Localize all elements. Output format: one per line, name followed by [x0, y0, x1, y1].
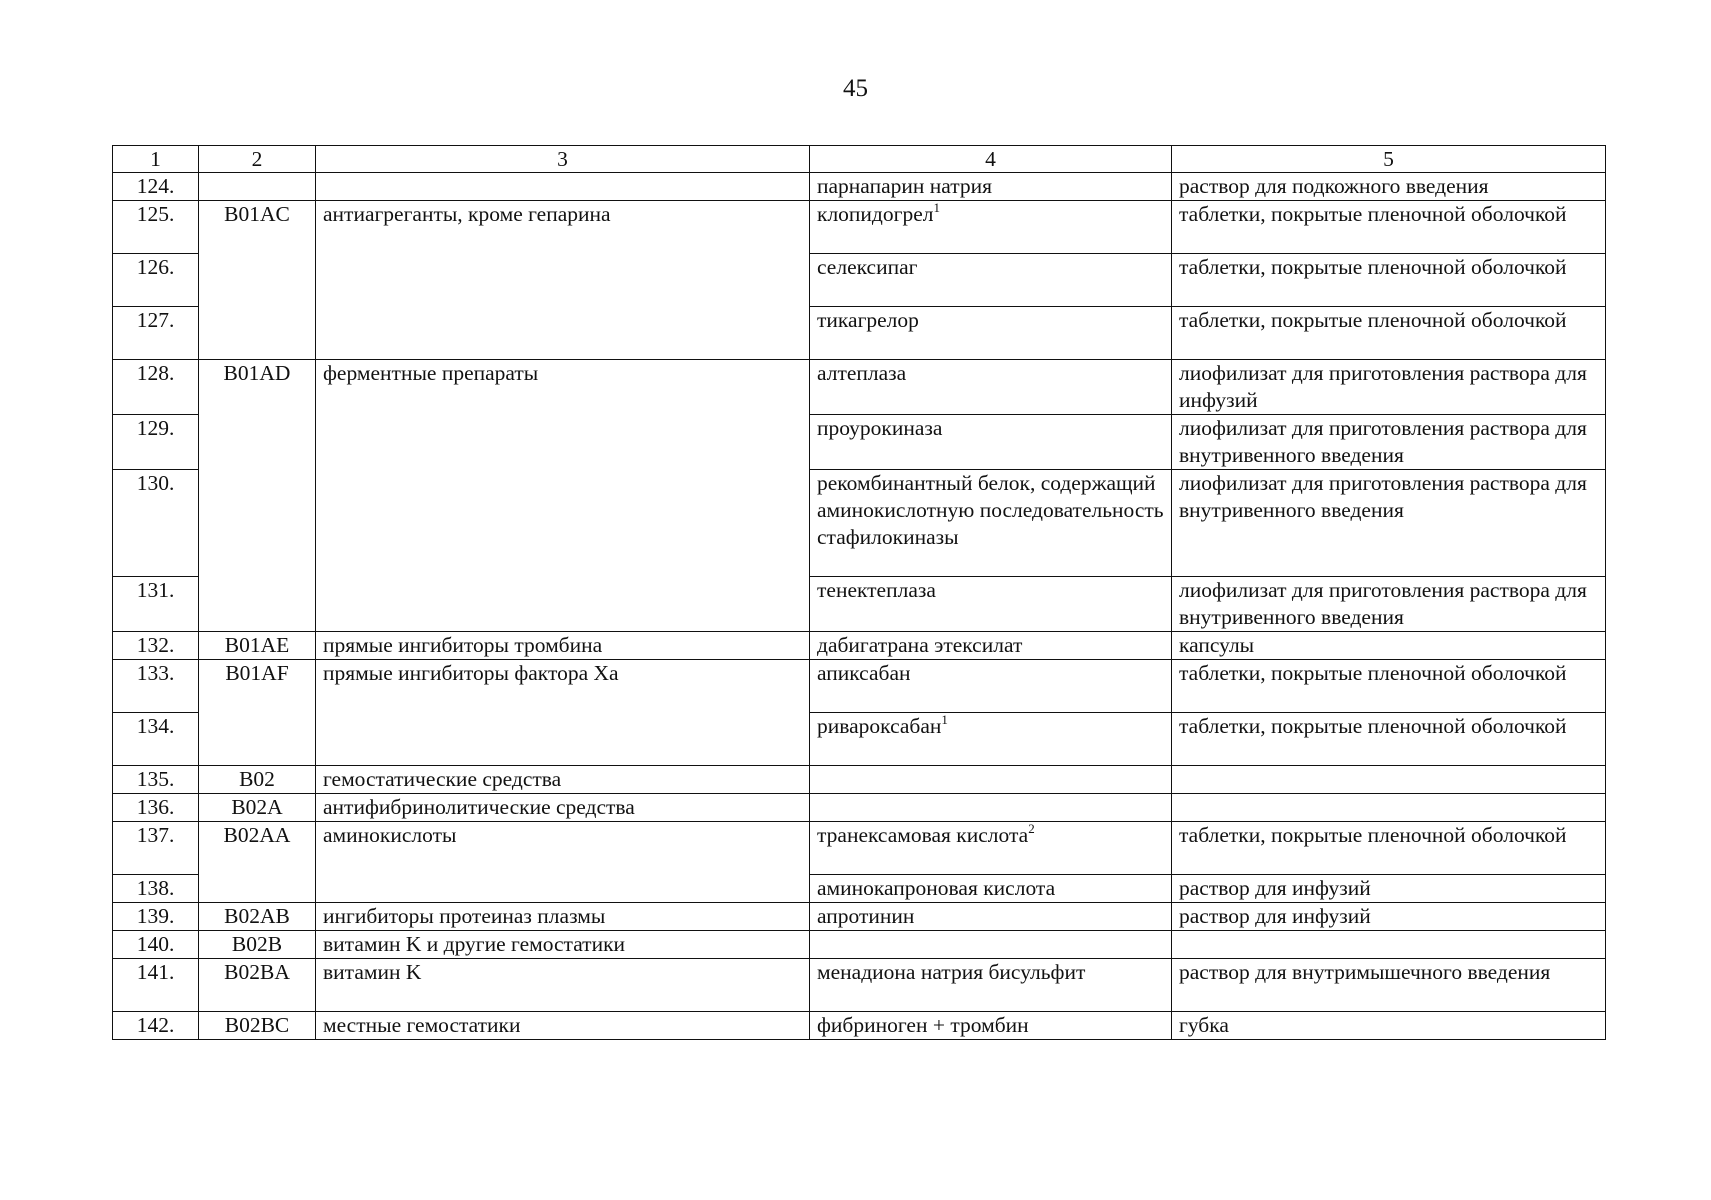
substance-cell	[810, 903, 1172, 931]
atc-code: B01AD	[199, 360, 316, 632]
table-row	[113, 959, 1606, 1012]
substance-cell	[810, 1012, 1172, 1040]
column-header: 2	[199, 146, 316, 173]
page-number: 45	[843, 75, 868, 102]
substance-cell	[810, 360, 1172, 415]
dosage-form: лиофилизат для приготовления раствора для внутривенного введения	[1172, 577, 1606, 632]
substance-cell	[810, 794, 1172, 822]
substance-name: рекомбинантный белок, содержащий аминокислотную последовательность стафилокиназы	[817, 471, 1164, 549]
atc-group-name: антиагреганты, кроме гепарина	[316, 201, 810, 360]
atc-group-name: прямые ингибиторы тромбина	[316, 632, 810, 660]
row-number: 138.	[113, 875, 199, 903]
substance-cell	[810, 931, 1172, 959]
substance-name: тенектеплаза	[817, 578, 936, 602]
column-header: 4	[810, 146, 1172, 173]
atc-code: B02A	[199, 794, 316, 822]
row-number: 135.	[113, 766, 199, 794]
dosage-form: таблетки, покрытые пленочной оболочкой	[1172, 822, 1606, 875]
table-row	[113, 822, 1606, 875]
substance-name: дабигатрана этексилат	[817, 633, 1023, 657]
substance-cell	[810, 713, 1172, 766]
substance-cell	[810, 254, 1172, 307]
atc-group-name: антифибринолитические средства	[316, 794, 810, 822]
substance-name: проурокиназа	[817, 416, 943, 440]
column-header: 5	[1172, 146, 1606, 173]
atc-code	[199, 173, 316, 201]
substance-name: аминокапроновая кислота	[817, 876, 1056, 900]
atc-group-name: ферментные препараты	[316, 360, 810, 632]
atc-code: B02AB	[199, 903, 316, 931]
footnote-mark: 1	[941, 712, 948, 727]
table-row	[113, 931, 1606, 959]
substance-cell	[810, 201, 1172, 254]
table-row	[113, 201, 1606, 254]
dosage-form: раствор для инфузий	[1172, 903, 1606, 931]
row-number: 132.	[113, 632, 199, 660]
dosage-form: таблетки, покрытые пленочной оболочкой	[1172, 713, 1606, 766]
atc-group-name: прямые ингибиторы фактора Xa	[316, 660, 810, 766]
atc-code: B01AC	[199, 201, 316, 360]
row-number: 141.	[113, 959, 199, 1012]
dosage-form: раствор для внутримышечного введения	[1172, 959, 1606, 1012]
row-number: 140.	[113, 931, 199, 959]
substance-cell	[810, 307, 1172, 360]
substance-name: транексамовая кислота	[817, 823, 1029, 847]
row-number: 133.	[113, 660, 199, 713]
atc-code: B02BA	[199, 959, 316, 1012]
dosage-form: таблетки, покрытые пленочной оболочкой	[1172, 254, 1606, 307]
dosage-form: капсулы	[1172, 632, 1606, 660]
dosage-form: раствор для инфузий	[1172, 875, 1606, 903]
substance-name: ривароксабан	[817, 714, 942, 738]
atc-group-name: ингибиторы протеиназ плазмы	[316, 903, 810, 931]
row-number: 137.	[113, 822, 199, 875]
dosage-form: таблетки, покрытые пленочной оболочкой	[1172, 660, 1606, 713]
footnote-mark: 1	[933, 200, 940, 215]
table-body	[113, 146, 1606, 1040]
row-number: 125.	[113, 201, 199, 254]
table-row	[113, 360, 1606, 415]
dosage-form	[1172, 766, 1606, 794]
substance-cell	[810, 415, 1172, 470]
atc-code: B01AE	[199, 632, 316, 660]
atc-group-name: витамин K	[316, 959, 810, 1012]
substance-name: селексипаг	[817, 255, 918, 279]
column-header-row	[113, 146, 1606, 173]
row-number: 130.	[113, 470, 199, 577]
substance-name: клопидогрел	[817, 202, 934, 226]
substance-name: апротинин	[817, 904, 915, 928]
row-number: 127.	[113, 307, 199, 360]
table-row	[113, 632, 1606, 660]
column-header: 1	[113, 146, 199, 173]
atc-code: B01AF	[199, 660, 316, 766]
row-number: 139.	[113, 903, 199, 931]
dosage-form: таблетки, покрытые пленочной оболочкой	[1172, 307, 1606, 360]
atc-code: B02BC	[199, 1012, 316, 1040]
atc-code: B02B	[199, 931, 316, 959]
substance-cell	[810, 822, 1172, 875]
substance-cell	[810, 632, 1172, 660]
atc-group-name: витамин K и другие гемостатики	[316, 931, 810, 959]
column-header: 3	[316, 146, 810, 173]
table-row	[113, 660, 1606, 713]
dosage-form: раствор для подкожного введения	[1172, 173, 1606, 201]
atc-group-name: местные гемостатики	[316, 1012, 810, 1040]
row-number: 128.	[113, 360, 199, 415]
drug-table	[112, 145, 1606, 1040]
dosage-form: лиофилизат для приготовления раствора для внутривенного введения	[1172, 415, 1606, 470]
dosage-form	[1172, 931, 1606, 959]
table-row	[113, 766, 1606, 794]
substance-name: парнапарин натрия	[817, 174, 993, 198]
atc-group-name: гемостатические средства	[316, 766, 810, 794]
substance-name: апиксабан	[817, 661, 911, 685]
table-row	[113, 1012, 1606, 1040]
dosage-form	[1172, 794, 1606, 822]
atc-code: B02AA	[199, 822, 316, 903]
dosage-form: лиофилизат для приготовления раствора для внутривенного введения	[1172, 470, 1606, 577]
dosage-form: таблетки, покрытые пленочной оболочкой	[1172, 201, 1606, 254]
atc-group-name: аминокислоты	[316, 822, 810, 903]
row-number: 142.	[113, 1012, 199, 1040]
substance-cell	[810, 875, 1172, 903]
row-number: 131.	[113, 577, 199, 632]
substance-name: менадиона натрия бисульфит	[817, 960, 1086, 984]
table-row	[113, 173, 1606, 201]
dosage-form: губка	[1172, 1012, 1606, 1040]
row-number: 129.	[113, 415, 199, 470]
table-row	[113, 794, 1606, 822]
substance-name: тикагрелор	[817, 308, 919, 332]
row-number: 134.	[113, 713, 199, 766]
atc-group-name	[316, 173, 810, 201]
substance-cell	[810, 173, 1172, 201]
atc-code: B02	[199, 766, 316, 794]
substance-cell	[810, 577, 1172, 632]
row-number: 136.	[113, 794, 199, 822]
substance-cell	[810, 766, 1172, 794]
substance-cell	[810, 959, 1172, 1012]
substance-name: фибриноген + тромбин	[817, 1013, 1029, 1037]
footnote-mark: 2	[1028, 821, 1035, 836]
row-number: 126.	[113, 254, 199, 307]
substance-cell	[810, 470, 1172, 577]
dosage-form: лиофилизат для приготовления раствора для инфузий	[1172, 360, 1606, 415]
substance-cell	[810, 660, 1172, 713]
table-row	[113, 903, 1606, 931]
substance-name: алтеплаза	[817, 361, 907, 385]
row-number: 124.	[113, 173, 199, 201]
